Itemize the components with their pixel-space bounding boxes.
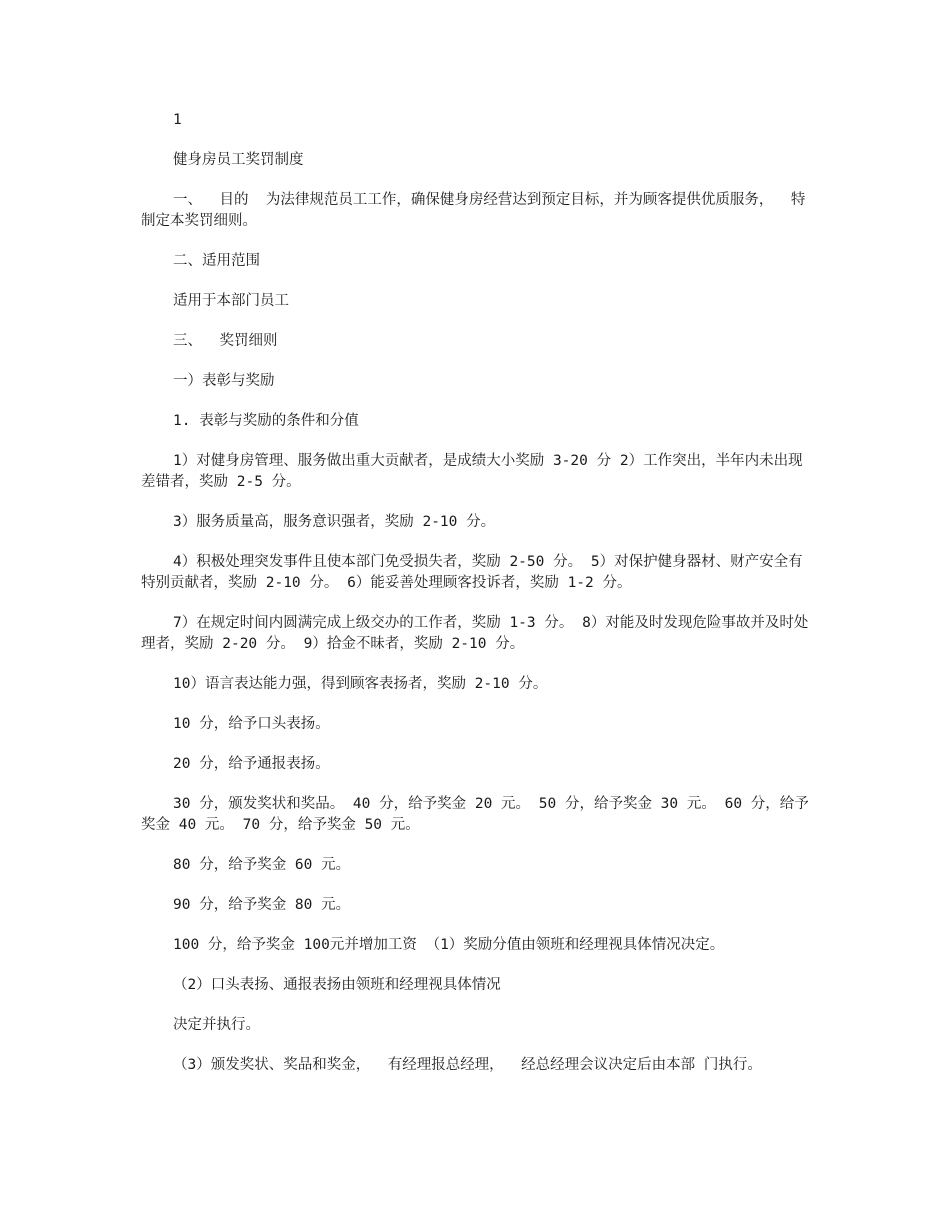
paragraph-score-10: 10 分，给予口头表扬。	[173, 716, 330, 732]
paragraph-scope: 适用于本部门员工	[173, 293, 289, 309]
paragraph-score-100: 100 分，给予奖金 100元并增加工资 （1）奖励分值由领班和经理视具体情况决定。	[173, 937, 725, 953]
paragraph-rule-10: 10）语言表达能力强，得到顾客表扬者，奖励 2-10 分。	[173, 676, 548, 692]
paragraph-note-2-cont: 决定并执行。	[173, 1017, 260, 1033]
section-heading-scope: 二、适用范围	[173, 253, 260, 269]
page-number: 1	[173, 112, 182, 128]
paragraph-purpose: 一、 目的 为法律规范员工工作，确保健身房经营达到预定目标，并为顾客提供优质服务， 特制定本奖罚细则。	[141, 192, 806, 229]
paragraph-score-80: 80 分，给予奖金 60 元。	[173, 857, 351, 873]
paragraph-note-3: （3）颁发奖状、奖品和奖金， 有经理报总经理， 经总经理会议决定后由本部 门执行。	[173, 1057, 762, 1073]
paragraph-score-20: 20 分，给予通报表扬。	[173, 756, 330, 772]
subheading-conditions: 1. 表彰与奖励的条件和分值	[173, 413, 359, 429]
paragraph-note-2: （2）口头表扬、通报表扬由领班和经理视具体情况	[173, 977, 501, 993]
paragraph-score-90: 90 分，给予奖金 80 元。	[173, 897, 351, 913]
section-heading-rules: 三、 奖罚细则	[173, 333, 278, 349]
document-title: 健身房员工奖罚制度	[173, 152, 304, 168]
paragraph-rule-1-2: 1）对健身房管理、服务做出重大贡献者，是成绩大小奖励 3-20 分 2）工作突出，半年内未出现差错者，奖励 2-5 分。	[141, 453, 803, 490]
paragraph-rule-3: 3）服务质量高，服务意识强者，奖励 2-10 分。	[173, 514, 496, 530]
paragraph-rule-7-9: 7）在规定时间内圆满完成上级交办的工作者，奖励 1-3 分。 8）对能及时发现危险事故并及时处理者，奖励 2-20 分。 9）拾金不昧者，奖励 2-10 分。	[141, 615, 809, 652]
paragraph-score-30-70: 30 分，颁发奖状和奖品。 40 分，给予奖金 20 元。 50 分，给予奖金 30 元。 60 分，给予奖金 40 元。 70 分，给予奖金 50 元。	[141, 796, 809, 833]
subheading-rewards: 一）表彰与奖励	[173, 373, 275, 389]
paragraph-rule-4-6: 4）积极处理突发事件且使本部门免受损失者，奖励 2-50 分。 5）对保护健身器材、财产安全有特别贡献者，奖励 2-10 分。 6）能妥善处理顾客投诉者，奖励 1-2 分。	[141, 554, 803, 591]
document-body	[141, 110, 811, 1076]
